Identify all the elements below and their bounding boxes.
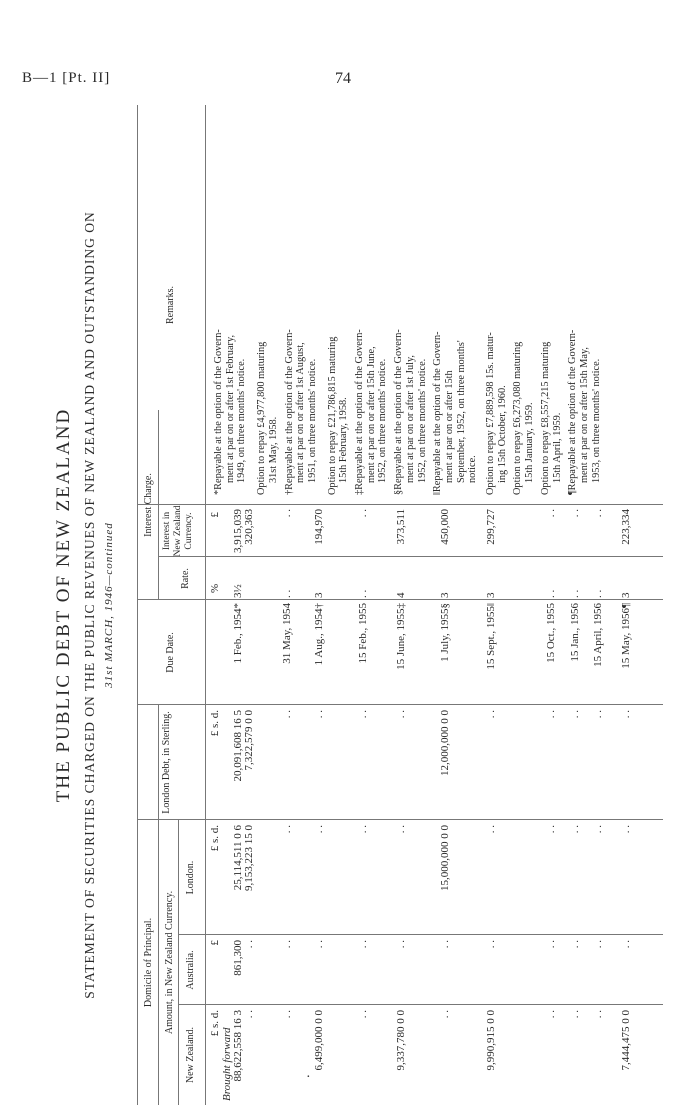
rotated-table-page (45, 105, 665, 1105)
remark-line: 15th February, 1958. (338, 397, 350, 483)
remark-line: 1952, on three months' notice. (416, 358, 428, 483)
remark-line: §Repayable at the option of the Govern- (393, 329, 405, 495)
cell-australia: . . (281, 940, 293, 949)
cell-due: 15 April, 1956 (592, 603, 604, 667)
cell-rate: 3 (439, 592, 451, 598)
cell-australia: . . (485, 940, 497, 949)
cell-australia: . . (313, 940, 325, 949)
remark-line: 1952, on three months' notice. (377, 358, 389, 483)
australia-header: Australia. (185, 950, 196, 990)
cell-nz: . . (243, 1010, 255, 1019)
cell-interest: 3,915,039 (232, 509, 244, 553)
remark-line: ment at par on or after 1st February, (224, 334, 236, 483)
cell-due: 15 Oct., 1955 (545, 603, 557, 663)
stray-mark: · (306, 1070, 311, 1085)
cell-australia: . . (395, 940, 407, 949)
cell-london: . . (395, 825, 407, 834)
cell-interest: . . (545, 509, 557, 518)
cell-nz: . . (357, 1010, 369, 1019)
remark-line: September, 1952, on three months' (455, 340, 467, 483)
cell-nz: 88,622,558 16 3 (232, 1010, 244, 1082)
cell-australia: . . (357, 940, 369, 949)
domicile-header: Domicile of Principal. (143, 917, 154, 1008)
interest-header: Interest Charge. (143, 473, 154, 537)
cell-nz: 9,990,915 0 0 (485, 1010, 497, 1071)
remark-line: ‖Repayable at the option of the Govern- (432, 331, 444, 495)
table-body (45, 105, 665, 1105)
cell-due: 15 Feb., 1955 (357, 603, 369, 664)
cell-nz: 9,337,780 0 0 (395, 1010, 407, 1071)
unit-label: % (209, 583, 221, 593)
cell-rate: . . (281, 589, 293, 598)
cell-london-debt: 7,322,579 0 0 (243, 710, 255, 771)
cell-london: . . (569, 825, 581, 834)
cell-interest: . . (357, 509, 369, 518)
cell-london-debt: . . (281, 710, 293, 719)
remark-line: 1953, on three months' notice. (590, 358, 602, 483)
cell-london: . . (485, 825, 497, 834)
remark-line: ment at par on or after 15th May, (578, 346, 590, 483)
cell-interest: 450,000 (439, 509, 451, 545)
new-zealand-header: New Zealand. (185, 1026, 196, 1084)
remark-line: 15th January, 1959. (524, 402, 536, 483)
remark-line: notice. (467, 455, 479, 483)
remarks-header: Remarks. (165, 285, 176, 325)
brought-forward-label: Brought forward (221, 1027, 233, 1101)
remark-line: ment at par on or after 15th June, (365, 346, 377, 483)
cell-due: 1 July, 1955§ (439, 603, 451, 662)
cell-london: 25,114,511 0 6 (232, 825, 244, 891)
unit-label: £ (209, 940, 221, 946)
cell-interest: . . (281, 509, 293, 518)
cell-rate: 3 (485, 592, 497, 598)
cell-nz: . . (281, 1010, 293, 1019)
cell-london-debt: . . (395, 710, 407, 719)
cell-london: . . (357, 825, 369, 834)
interest-nz-header: Interest in New Zealand Currency. (162, 505, 194, 557)
amount-header: Amount, in New Zealand Currency. (164, 890, 175, 1035)
cell-london: . . (545, 825, 557, 834)
cell-london: . . (281, 825, 293, 834)
cell-london-debt: . . (620, 710, 632, 719)
cell-australia: . . (243, 940, 255, 949)
cell-rate: . . (569, 589, 581, 598)
cell-london: . . (592, 825, 604, 834)
statement-title: STATEMENT OF SECURITIES CHARGED ON THE PUBLIC REVENUES OF NEW ZEALAND AND OUTSTANDING ON (82, 211, 97, 999)
remark-line: Option to repay £8,557,215 maturing (539, 341, 551, 495)
cell-london-debt: . . (569, 710, 581, 719)
cell-london-debt: . . (592, 710, 604, 719)
cell-nz: . . (439, 1010, 451, 1019)
cell-rate: . . (357, 589, 369, 598)
cell-rate: . . (545, 589, 557, 598)
cell-nz: . . (592, 1010, 604, 1019)
cell-london-debt: 12,000,000 0 0 (439, 710, 451, 776)
cell-london-debt: . . (313, 710, 325, 719)
cell-interest: 223,334 (620, 509, 632, 545)
due-date-header: Due Date. (165, 632, 176, 673)
cell-australia: . . (592, 940, 604, 949)
cell-london-debt: . . (357, 710, 369, 719)
remark-line: ‡Repayable at the option of the Govern- (354, 329, 365, 495)
cell-london-debt: . . (545, 710, 557, 719)
remark-line: 1951, on three months' notice. (306, 358, 318, 483)
date-subtitle: 31st MARCH, 1946—continued (103, 522, 115, 688)
cell-nz: 6,499,000 0 0 (313, 1010, 325, 1071)
cell-australia: . . (620, 940, 632, 949)
cell-london: 15,000,000 0 0 (439, 825, 451, 891)
cell-due: 15 Jan., 1956 (569, 603, 581, 662)
page-number: 74 (335, 70, 351, 87)
cell-due: 1 Aug., 1954† (313, 603, 325, 666)
cell-interest: 373,511 (395, 509, 407, 545)
cell-due: 31 May, 1954 (281, 603, 293, 664)
cell-australia: 861,300 (232, 940, 244, 976)
cell-interest: . . (569, 509, 581, 518)
remark-line: 1949, on three months' notice. (236, 358, 248, 483)
remark-line: *Repayable at the option of the Govern- (213, 329, 224, 495)
cell-interest: 194,970 (313, 509, 325, 545)
remark-line: †Repayable at the option of the Govern- (283, 329, 295, 495)
rate-header: Rate. (180, 568, 191, 589)
cell-due: 15 Sept., 1955‖ (485, 603, 497, 670)
remark-line: ¶Repayable at the option of the Govern- (567, 329, 579, 495)
cell-rate: . . (592, 589, 604, 598)
unit-label: £ s. d. (209, 710, 221, 737)
cell-rate: 3 (313, 592, 325, 598)
cell-london: . . (313, 825, 325, 834)
remark-line: ment at par on or after 15th (443, 370, 455, 483)
remark-line: Option to repay £4,977,800 maturing (256, 341, 268, 495)
remark-line: 15th April, 1959. (551, 412, 563, 483)
london-header: London. (185, 860, 196, 895)
cell-rate: 3½ (232, 584, 244, 598)
remark-line: Option to repay £7,889,598 15s. matur- (485, 332, 496, 495)
remark-line: Option to repay £21,786,815 maturing (326, 336, 338, 495)
unit-label: £ (209, 512, 221, 518)
cell-due: 15 May, 1956¶ (620, 603, 632, 669)
cell-australia: . . (569, 940, 581, 949)
remark-line: 31st May, 1958. (267, 416, 279, 483)
cell-nz: . . (569, 1010, 581, 1019)
cell-rate: 3 (620, 592, 632, 598)
main-title: THE PUBLIC DEBT OF NEW ZEALAND (53, 407, 74, 803)
section-reference: B—1 [Pt. II] (22, 70, 111, 86)
cell-london: . . (620, 825, 632, 834)
cell-london: 9,153,223 15 0 (243, 825, 255, 891)
remark-line: ing 15th October, 1960. (496, 385, 508, 483)
cell-australia: . . (439, 940, 451, 949)
cell-nz: 7,444,475 0 0 (620, 1010, 632, 1071)
cell-due: 15 June, 1955‡ (395, 603, 407, 670)
london-debt-header: London Debt, in Sterling. (161, 711, 172, 814)
unit-label: £ s. d. (209, 1010, 221, 1037)
cell-australia: . . (545, 940, 557, 949)
cell-interest: 299,727 (485, 509, 497, 545)
cell-interest: 320,363 (243, 509, 255, 545)
cell-london-debt: . . (485, 710, 497, 719)
cell-london-debt: 20,091,608 16 5 (232, 710, 244, 782)
cell-nz: . . (545, 1010, 557, 1019)
cell-interest: . . (592, 509, 604, 518)
remark-line: Option to repay £6,273,080 maturing (512, 341, 524, 495)
remark-line: ment at par on or after 1st August, (295, 342, 307, 483)
remark-line: ment at par on or after 1st July, (404, 354, 416, 483)
cell-rate: 4 (395, 592, 407, 598)
unit-label: £ s. d. (209, 825, 221, 852)
cell-due: 1 Feb., 1954* (232, 603, 244, 664)
